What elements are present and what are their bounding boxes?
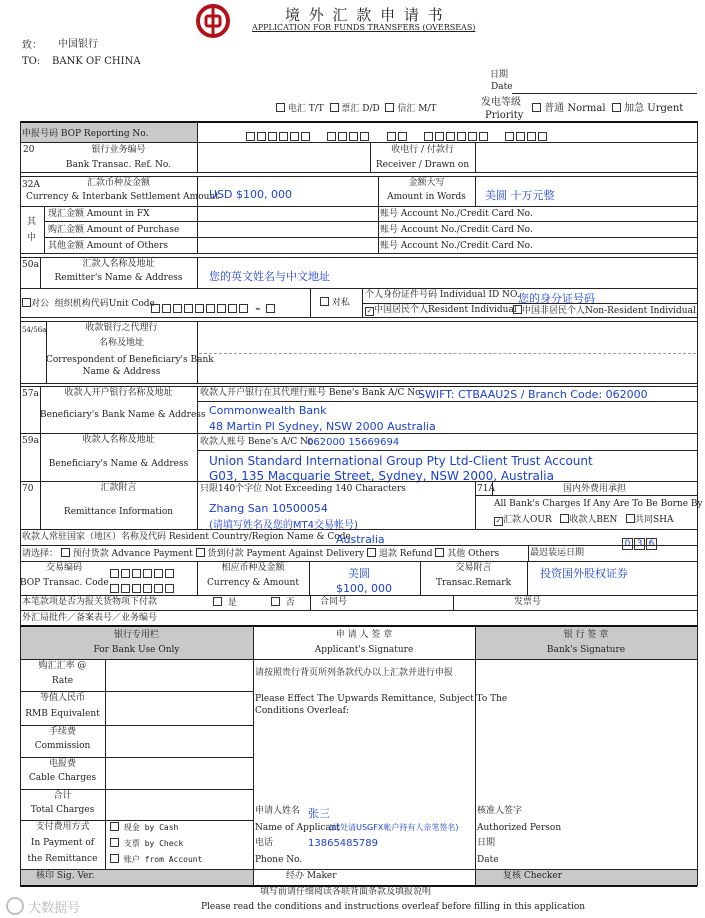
resident-label: 中国居民个人Resident Individual xyxy=(374,305,517,315)
others-label: 其他 Others xyxy=(447,549,500,559)
applicant-sig-label-cn: 申 请 人 签 章 xyxy=(335,630,393,640)
request-text-en1: Please Effect The Upwards Remittance, Subject To The xyxy=(255,694,508,704)
bene-bank-label-cn: 收款人开户银行名称及地址 xyxy=(64,388,173,398)
remit-info-limit: 只限140个字位 Not Exceeding 140 Characters xyxy=(200,484,406,494)
country-value[interactable]: Australia xyxy=(336,533,385,546)
customs-yes-label: 是 xyxy=(227,598,237,608)
bene-bank-address[interactable]: 48 Martin Pl Sydney, NSW 2000 Australia xyxy=(209,420,436,433)
dd-label: 票汇 D/D xyxy=(341,104,380,114)
phone-label-en: Phone No. xyxy=(255,855,303,865)
table-right-border xyxy=(697,121,698,626)
customs-yes-option xyxy=(213,597,237,609)
remit-info-label-cn: 汇款附言 xyxy=(100,483,137,493)
customs-no-option xyxy=(271,597,295,609)
bank-of-china-logo-icon xyxy=(196,4,230,38)
transac-remark-label-en: Transac.Remark xyxy=(435,578,512,588)
correspondent-dash-line xyxy=(199,353,696,354)
row20-num: 20 xyxy=(23,145,35,155)
ship-date-label: 最迟装运日期 xyxy=(530,548,585,558)
remit-info-label-en: Remittance Information xyxy=(63,507,174,517)
cable-label-cn: 电报费 xyxy=(48,759,76,769)
charges-options xyxy=(494,514,674,526)
amount-in-words[interactable]: 美圆 十万元整 xyxy=(485,189,555,202)
bank-sig-label-cn: 银 行 签 章 xyxy=(563,630,609,640)
org-code-boxes[interactable]: - xyxy=(151,298,277,317)
bop-code-label-en: BOP Transac. Code xyxy=(20,578,109,588)
watermark xyxy=(6,897,80,916)
commission-label-cn: 手续费 xyxy=(48,727,76,737)
bank-date-label-cn: 日期 xyxy=(477,838,496,848)
transac-remark-label-cn: 交易附言 xyxy=(455,563,492,573)
our-label: 汇款人OUR xyxy=(503,515,552,525)
others-checkbox[interactable] xyxy=(435,548,444,557)
private-checkbox[interactable] xyxy=(320,297,329,306)
settlement-amount[interactable]: USD $100, 000 xyxy=(209,188,292,201)
individual-id[interactable]: 您的身分证号码 xyxy=(518,292,595,305)
commission-label-en: Commission xyxy=(34,741,91,751)
bop-currency-label-en: Currency & Amount xyxy=(207,578,299,588)
account-label: 账户 from Account xyxy=(123,855,203,864)
row20-label-cn: 银行业务编号 xyxy=(91,145,146,155)
corporate-label: 对公 xyxy=(31,299,50,309)
applicant-name-label-cn: 申请人姓名 xyxy=(255,806,301,816)
watermark-text: 大数据号 xyxy=(28,901,81,916)
sig-ver-label: 核印 Sig. Ver. xyxy=(36,871,95,881)
account-checkbox[interactable] xyxy=(110,854,119,863)
refund-checkbox[interactable] xyxy=(367,548,376,557)
payment-options xyxy=(22,548,499,560)
row54-num: 54/56a xyxy=(22,326,47,334)
total-label-en: Total Charges xyxy=(30,805,95,815)
bop-amount-value[interactable]: $100, 000 xyxy=(336,582,392,595)
org-code-label: 组织机构代码Unit Code xyxy=(54,299,155,309)
remitter-label-en: Remitter's Name & Address xyxy=(54,273,183,283)
charges-label-cn: 国内外费用承担 xyxy=(562,484,626,494)
bene-bank-name[interactable]: Commonwealth Bank xyxy=(209,404,327,417)
contract-label: 合同号 xyxy=(320,597,348,607)
row50a-num: 50a xyxy=(22,260,39,270)
urgent-label: 加急 Urgent xyxy=(624,103,684,114)
fx-account-label: 账号 Account No./Credit Card No. xyxy=(380,209,533,219)
customs-yes-checkbox[interactable] xyxy=(213,597,222,606)
transac-remark-value[interactable]: 投资国外股权证券 xyxy=(540,567,628,580)
purchase-account-label: 账号 Account No./Credit Card No. xyxy=(380,225,533,235)
phone-label-cn: 电话 xyxy=(255,838,274,848)
private-label: 对私 xyxy=(331,298,350,308)
form-title-en: APPLICATION FOR FUNDS TRANSFERS (OVERSEAS) xyxy=(252,23,476,32)
beneficiary-name[interactable]: Union Standard International Group Pty Ltd-Client Trust Account xyxy=(209,454,593,468)
remitter-name-address[interactable]: 您的英文姓名与中文地址 xyxy=(209,270,330,283)
row70-num: 70 xyxy=(22,484,34,494)
date-label-en: Date xyxy=(491,82,513,92)
ben-checkbox[interactable] xyxy=(560,514,569,523)
footer-note-en: Please read the conditions and instructions overleaf before filling in this application xyxy=(201,902,586,912)
rate-label-en: Rate xyxy=(51,676,74,686)
beneficiary-label-cn: 收款人名称及地址 xyxy=(82,435,155,445)
bene-bank-swift[interactable]: SWIFT: CTBAAU2S / Branch Code: 062000 xyxy=(418,388,648,401)
our-checkbox[interactable]: ✓ xyxy=(495,517,502,525)
advance-label: 预付货款 Advance Payment xyxy=(72,549,193,559)
footer-note-cn: 填写前请仔细阅读各联背面条款及填报说明 xyxy=(260,887,432,897)
mt-checkbox[interactable] xyxy=(385,103,394,112)
to-label-en: TO: xyxy=(22,56,41,67)
transfer-type-options xyxy=(276,103,436,115)
resident-checkbox[interactable]: ✓ xyxy=(366,307,373,315)
to-bank-en: BANK OF CHINA xyxy=(52,56,141,67)
priority-options xyxy=(532,103,683,114)
normal-checkbox[interactable] xyxy=(532,103,541,112)
zhong-label: 中 xyxy=(27,233,37,243)
maker-label: 经办 Maker xyxy=(286,871,337,881)
mt-label: 信汇 M/T xyxy=(397,104,437,114)
beneficiary-label-en: Beneficiary's Name & Address xyxy=(48,459,189,469)
country-code-3: 6 xyxy=(646,538,657,550)
applicant-signature-note: (此处请USGFX帐户持有人亲笔签名) xyxy=(329,823,459,832)
correspondent-label-4: Name & Address xyxy=(82,367,161,377)
bop-currency-label-cn: 相应币种及金额 xyxy=(221,563,285,573)
nonresident-option xyxy=(513,305,696,317)
check-label: 支票 by Check xyxy=(123,839,184,848)
corporate-checkbox[interactable] xyxy=(22,298,31,307)
urgent-checkbox[interactable] xyxy=(612,103,621,112)
correspondent-label-1: 收款银行之代理行 xyxy=(85,323,158,333)
bene-acct-number[interactable]: 062000 15669694 xyxy=(307,437,400,448)
applicant-sig-label-en: Applicant's Signature xyxy=(314,645,414,655)
to-bank-cn: 中国银行 xyxy=(58,39,98,50)
row32a-num: 32A xyxy=(22,180,40,190)
watermark-icon xyxy=(6,897,24,915)
payment-method-label-en2: the Remittance xyxy=(27,854,98,864)
normal-label: 普通 Normal xyxy=(544,103,606,114)
dd-checkbox[interactable] xyxy=(330,103,339,112)
priority-label-cn: 发电等级 xyxy=(481,97,521,108)
correspondent-label-3: Correspondent of Beneficiary's Bank xyxy=(46,355,214,365)
date-label-cn: 日期 xyxy=(490,70,509,80)
request-text-cn: 请按照贵行背页所列条款代办以上汇款并进行申报 xyxy=(255,668,454,678)
cash-checkbox[interactable] xyxy=(110,822,119,831)
words-label-cn: 金额大写 xyxy=(408,178,445,188)
sha-checkbox[interactable] xyxy=(626,514,635,523)
id-label: 个人身份证件号码 Individual ID NO. xyxy=(365,290,520,300)
remit-info-line2[interactable]: (请填写姓名及您的MT4交易帐号) xyxy=(209,520,358,531)
qi-label: 其 xyxy=(27,217,37,227)
row59a-num: 59a xyxy=(22,436,39,446)
cable-label-en: Cable Charges xyxy=(28,773,97,783)
row71a-num: 71A xyxy=(477,484,495,494)
date-line xyxy=(512,93,697,94)
beneficiary-address[interactable]: G03, 135 Macquarie Street, Sydney, NSW 2000, Australia xyxy=(209,469,554,483)
to-label-cn: 致： xyxy=(22,40,42,51)
table-left-border xyxy=(20,121,21,626)
bank-use-label-en: For Bank Use Only xyxy=(93,645,180,655)
checker-label: 复核 Checker xyxy=(503,871,562,881)
corporate-option xyxy=(22,298,155,310)
nonresident-checkbox[interactable] xyxy=(513,305,522,314)
bene-bank-label-en: Beneficiary's Bank Name & Address xyxy=(40,410,206,420)
cash-option xyxy=(110,822,178,833)
cash-label: 现金 by Cash xyxy=(123,823,179,832)
check-option xyxy=(110,838,183,849)
bop-code-label-cn: 交易编码 xyxy=(45,563,82,573)
form-title-cn: 境 外 汇 款 申 请 书 xyxy=(285,6,445,24)
remit-info-line1[interactable]: Zhang San 10500054 xyxy=(209,502,328,515)
bank-date-label-en: Date xyxy=(477,855,499,865)
bop-currency-value[interactable]: 美圆 xyxy=(348,567,370,580)
tt-label: 电汇 T/T xyxy=(287,104,324,114)
refund-label: 退款 Refund xyxy=(378,549,433,559)
bene-acct-label: 收款人账号 Bene's A/C No. xyxy=(200,437,317,447)
rate-label-cn: 购汇汇率 @ xyxy=(38,661,87,671)
other-account-label: 账号 Account No./Credit Card No. xyxy=(380,241,533,251)
payment-method-label-cn: 支付费用方式 xyxy=(35,822,90,832)
receiver-label-en: Receiver / Drawn on xyxy=(375,160,470,170)
tt-checkbox[interactable] xyxy=(276,103,285,112)
country-code-1: 0 xyxy=(622,538,633,550)
row32a-label-en: Currency & Interbank Settlement Amount xyxy=(26,192,219,202)
check-checkbox[interactable] xyxy=(110,838,119,847)
bop-label: 申报号码 BOP Reporting No. xyxy=(22,129,149,139)
country-label: 收款人常驻国家（地区）名称及代码 Resident Country/Region Name & Code xyxy=(22,532,351,542)
applicant-name-value[interactable]: 张三 xyxy=(308,807,330,820)
nonresident-label: 中国非居民个人Non-Resident Individual xyxy=(522,306,696,316)
against-checkbox[interactable] xyxy=(196,548,205,557)
row32a-label-cn: 汇款币种及金额 xyxy=(86,178,150,188)
remitter-label-cn: 汇款人名称及地址 xyxy=(82,259,155,269)
auth-label-en: Authorized Person xyxy=(477,823,562,833)
bene-bank-acct-label: 收款人开户银行在其代理行账号 Bene's Bank A/C No. xyxy=(200,388,424,398)
row57a-num: 57a xyxy=(22,389,39,399)
bank-sig-label-en: Bank's Signature xyxy=(546,645,626,655)
other-amount-label: 其他金额 Amount of Others xyxy=(48,241,169,251)
bank-use-label-cn: 银行专用栏 xyxy=(113,630,159,640)
against-label: 货到付款 Payment Against Delivery xyxy=(207,549,365,559)
auth-label-cn: 核准人签字 xyxy=(477,806,523,816)
applicant-name-label-en: Name of Applicant xyxy=(255,823,341,833)
words-label-en: Amount in Words xyxy=(387,192,466,202)
private-option xyxy=(320,297,350,309)
advance-checkbox[interactable] xyxy=(61,548,70,557)
customs-label: 本笔款项是否为报关货物项下付款 xyxy=(22,597,158,607)
priority-label-en: Priority xyxy=(485,110,524,121)
fx-amount-label: 现汇金额 Amount in FX xyxy=(48,209,150,219)
purchase-amount-label: 购汇金额 Amount of Purchase xyxy=(48,225,180,235)
invoice-label: 发票号 xyxy=(514,597,542,607)
correspondent-label-2: 名称及地址 xyxy=(98,338,144,348)
sha-label: 共同SHA xyxy=(635,515,674,525)
ben-label: 收款人BEN xyxy=(569,515,618,525)
rmb-label-cn: 等值人民币 xyxy=(39,693,85,703)
payment-method-label-en1: In Payment of xyxy=(30,838,95,848)
payment-select-label: 请选择： xyxy=(22,549,59,559)
charges-label-en: All Bank's Charges If Any Are To Be Borne By xyxy=(494,499,703,509)
total-label-cn: 合计 xyxy=(53,791,72,801)
approval-label: 外汇局批件／备案表号／业务编号 xyxy=(22,613,158,623)
country-code-boxes[interactable] xyxy=(622,531,657,550)
account-option xyxy=(110,854,202,865)
row20-label-en: Bank Transac. Ref. No. xyxy=(65,160,172,170)
customs-no-label: 否 xyxy=(285,598,295,608)
receiver-label-cn: 收电行 / 付款行 xyxy=(391,145,454,155)
request-text-en2: Conditions Overleaf: xyxy=(255,706,349,716)
rmb-label-en: RMB Equivalent xyxy=(25,709,100,719)
customs-no-checkbox[interactable] xyxy=(271,597,280,606)
country-code-2: 3 xyxy=(634,538,645,550)
resident-option xyxy=(365,305,517,316)
phone-value[interactable]: 13865485789 xyxy=(308,838,378,849)
